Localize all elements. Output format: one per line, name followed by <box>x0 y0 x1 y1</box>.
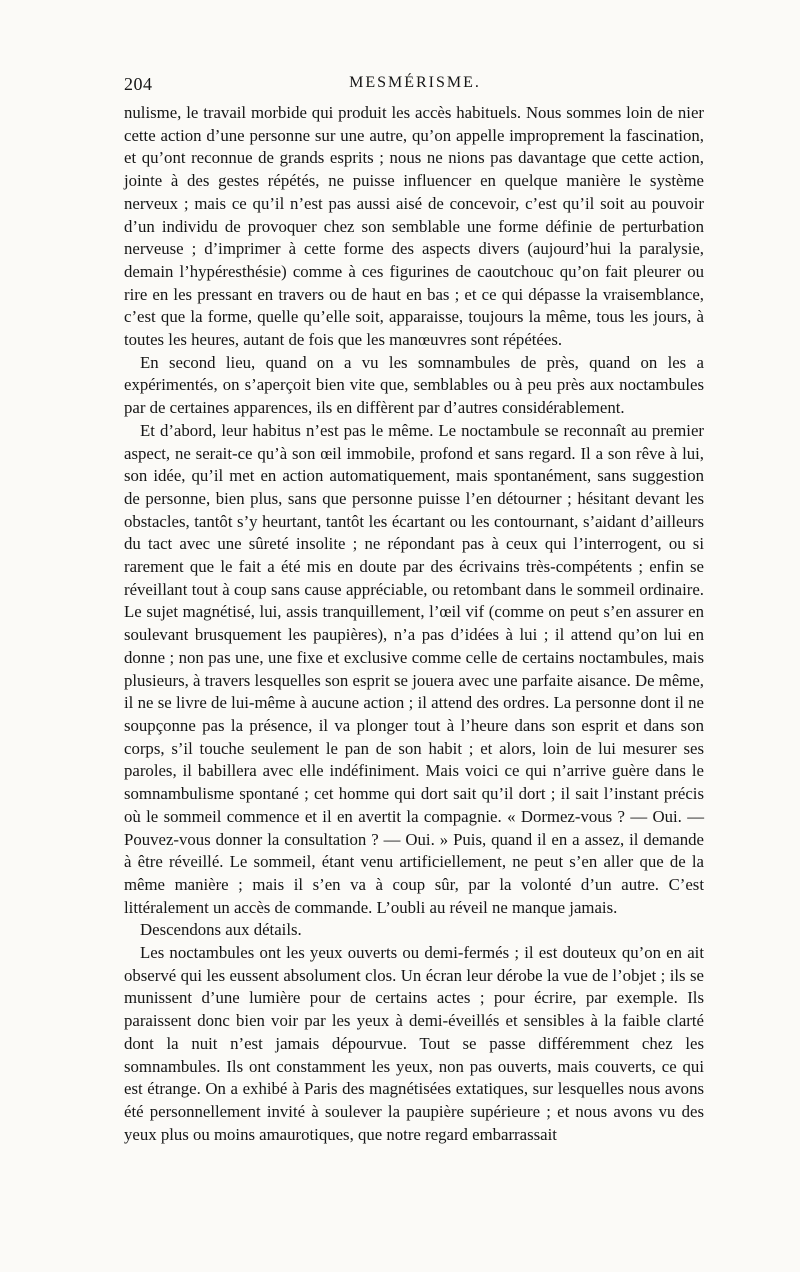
running-head <box>124 74 706 98</box>
page-number: 204 <box>124 74 153 94</box>
paragraph: Et d’abord, leur habitus n’est pas le même. Le noctambule se reconnaît au premier aspect, ne serait-ce qu’à son œil immobile, profond et sans regard. Il a son rêve à lui, son idée, qu’il met en action automatiquement, mais spontanément, sans suggestion de personne, bien plus, sans que personne puisse l’en détourner ; hésitant devant les obstacles, tantôt s’y heurtant, tantôt les écartant ou les contournant, s’aidant d’ailleurs du tact avec une sûreté insolite ; ne répondant pas à ceux qui l’interrogent, ou si rarement que le fait a été mis en doute par des écrivains très-compétents ; enfin se réveillant tout à coup sans cause appréciable, ou retombant dans le sommeil ordinaire. Le sujet magnétisé, lui, assis tranquillement, l’œil vif (comme on peut s’en assurer en soulevant brusquement les paupières), n’a pas d’idées à lui ; il attend qu’on lui en donne ; non pas une, une fixe et exclusive comme celle de certains noctambules, mais plusieurs, à travers lesquelles son esprit se jouera avec une parfaite aisance. De même, il ne se livre de lui-même à aucune action ; il attend des ordres. La personne dont il ne soupçonne pas la présence, il va plonger tout à l’heure dans son esprit et dans son corps, s’il touche seulement le pan de son habit ; et alors, loin de lui mesurer ses paroles, il babillera avec elle indéfiniment. Mais voici ce qui n’arrive guère dans le somnambulisme spontané ; cet homme qui dort sait qu’il dort ; il sait l’instant précis où le sommeil commence et il en avertit la compagnie. « Dormez-vous ? — Oui. — Pouvez-vous donner la consultation ? — Oui. » Puis, quand il en a assez, il demande à être réveillé. Le sommeil, étant venu artificiellement, ne peut s’en aller que de la même manière ; mais il s’en va à coup sûr, par la volonté d’un autre. C’est littéralement un accès de commande. L’oubli au réveil ne manque jamais. <box>124 420 704 917</box>
running-title: MESMÉRISME. <box>349 74 481 91</box>
paragraph: Les noctambules ont les yeux ouverts ou demi-fermés ; il est douteux qu’on en ait observé qui les eussent absolument clos. Un écran leur dérobe la vue de l’objet ; ils se munissent d’une lumière pour de certains actes ; pour écrire, par exemple. Ils paraissent donc bien voir par les yeux à demi-éveillés et sensibles à la faible clarté dont la nuit n’est jamais dépourvue. Tout se passe différemment chez les somnambules. Ils ont constamment les yeux, non pas ouverts, mais couverts, ce qui est étrange. On a exhibé à Paris des magnétisées extatiques, sur lesquelles nous avons été personnellement invité à soulever la paupière supérieure ; et nous avons vu des yeux plus ou moins amaurotiques, que notre regard embarrassait <box>124 943 704 1144</box>
paragraph: En second lieu, quand on a vu les somnambules de près, quand on les a expérimentés, on s’aperçoit bien vite que, semblables ou à peu près aux noctambules par de certaines apparences, ils en diffèrent par d’autres considérablement. <box>124 352 704 418</box>
paragraph: Descendons aux détails. <box>140 920 302 940</box>
paragraph-continued: nulisme, le travail morbide qui produit les accès habituels. Nous sommes loin de nier cette action d’une personne sur une autre, qu’on appelle improprement la fascination, et qu’ont reconnue de grands esprits ; nous ne nions pas davantage que cette action, jointe à des gestes répétés, ne puisse influencer en quelque manière le système nerveux ; mais ce qu’il n’est pas aussi aisé de concevoir, c’est qu’il soit au pouvoir d’un individu de provoquer chez son semblable une forme définie de perturbation nerveuse ; d’imprimer à cette forme des aspects divers (aujourd’hui la paralysie, demain l’hypéresthésie) comme à ces figurines de caoutchouc qu’on fait pleurer ou rire en les pressant en travers ou de haut en bas ; et ce qui dépasse la vraisemblance, c’est que la forme, quelle qu’elle soit, apparaisse, toujours la même, tous les jours, à toutes les heures, autant de fois que les manœuvres sont répétées. <box>124 103 704 350</box>
body-text <box>124 102 704 1146</box>
